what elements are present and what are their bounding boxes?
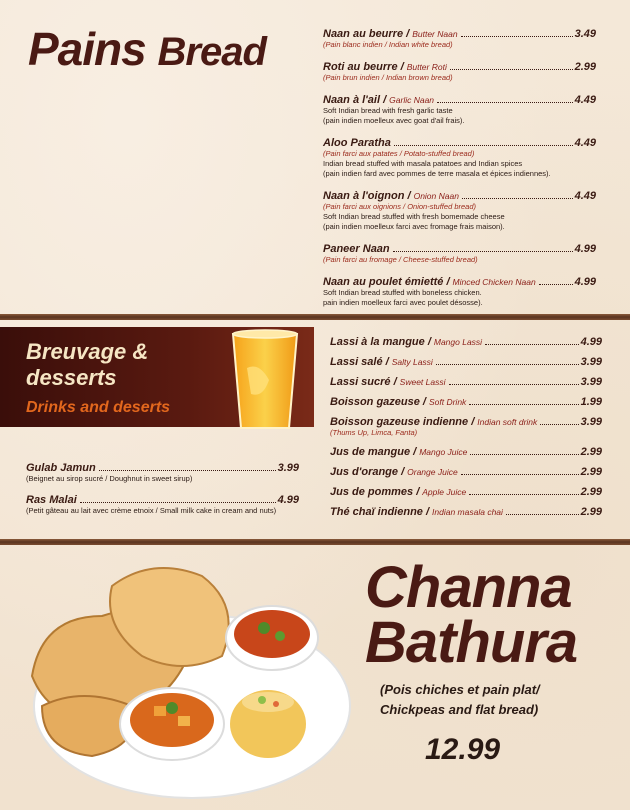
menu-item-line	[323, 276, 596, 288]
menu-item-line	[323, 61, 596, 73]
menu-item-subtitle: (Pain farci au fromage / Cheese-stuffed bread)	[323, 255, 478, 264]
menu-item	[323, 243, 596, 265]
menu-item	[330, 466, 602, 478]
menu-item-price: 2.99	[580, 466, 602, 478]
menu-item	[330, 446, 602, 458]
menu-item-name: Thé chaï indienne /	[330, 506, 430, 518]
menu-item	[26, 462, 299, 484]
menu-item-line	[323, 243, 596, 255]
menu-item-description: Indian bread stuffed with masala patatoes and Indian spices (pain indien fard avec pommes de terre masala et épices indiennes).	[323, 159, 551, 178]
menu-item-name: Jus de mangue /	[330, 446, 417, 458]
menu-item-alt-name: Garlic Naan	[389, 95, 435, 105]
dot-leader	[461, 474, 579, 475]
menu-item	[323, 61, 596, 83]
menu-item-line	[330, 416, 602, 428]
menu-item-line	[330, 396, 602, 408]
menu-item-subtitle: (Pain farci aux oignions / Onion-stuffed bread)	[323, 202, 476, 211]
menu-item-price: 3.99	[580, 376, 602, 388]
menu-item	[330, 376, 602, 388]
menu-item-name: Ras Malai	[26, 494, 77, 506]
menu-item-description: (Beignet au sirop sucré / Doughnut in sweet sirup)	[26, 474, 193, 483]
drinks-menu-list	[330, 336, 602, 526]
menu-item-subtitle: (Thums Up, Limca, Fanta)	[330, 428, 418, 437]
menu-item-price: 3.99	[580, 416, 602, 428]
menu-item-price: 3.99	[277, 462, 299, 474]
menu-item-name: Naan à l'oignon /	[323, 190, 411, 202]
bread-title-en: Bread	[157, 30, 266, 74]
feature-title	[365, 555, 578, 675]
menu-item	[330, 486, 602, 498]
menu-item	[26, 494, 299, 516]
menu-item-price: 4.49	[574, 190, 596, 202]
menu-item-subtitle: (Pain farci aux patates / Potato-stuffed bread)	[323, 149, 475, 158]
menu-item-name: Paneer Naan	[323, 243, 390, 255]
menu-item-price: 4.99	[574, 276, 596, 288]
desserts-menu-list	[26, 462, 299, 526]
dot-leader	[461, 36, 573, 37]
menu-item-name: Naan au beurre /	[323, 28, 410, 40]
menu-item-name: Boisson gazeuse /	[330, 396, 426, 408]
dot-leader	[437, 102, 573, 103]
feature-subtitle	[380, 680, 540, 720]
dot-leader	[393, 251, 573, 252]
menu-item-line	[330, 486, 602, 498]
menu-item-line	[323, 190, 596, 202]
menu-item-name: Naan à l'ail /	[323, 94, 387, 106]
dot-leader	[394, 145, 573, 146]
dot-leader	[80, 502, 276, 503]
menu-item-alt-name: Salty Lassi	[391, 357, 433, 367]
menu-item	[330, 336, 602, 348]
menu-item-alt-name: Butter Roti	[406, 62, 447, 72]
menu-item-alt-name: Minced Chicken Naan	[452, 277, 536, 287]
menu-item-line	[26, 494, 299, 506]
menu-item-line	[323, 94, 596, 106]
feature-price: 12.99	[425, 733, 501, 766]
menu-item-description: Soft Indian bread stuffed with boneless chicken. pain indien moelleux farci avec poulet désosse).	[323, 288, 483, 307]
menu-item-alt-name: Soft Drink	[428, 397, 467, 407]
dot-leader	[506, 514, 579, 515]
menu-item-price: 4.99	[580, 336, 602, 348]
bread-title-fr: Pains	[28, 23, 146, 75]
menu-item-name: Lassi sucré /	[330, 376, 397, 388]
menu-item-name: Lassi salé /	[330, 356, 389, 368]
menu-item-price: 1.99	[580, 396, 602, 408]
menu-item-alt-name: Apple Juice	[422, 487, 467, 497]
menu-item	[323, 190, 596, 232]
menu-item-price: 2.99	[574, 61, 596, 73]
menu-item-name: Lassi à la mangue /	[330, 336, 431, 348]
menu-item-price: 3.49	[574, 28, 596, 40]
menu-item	[330, 396, 602, 408]
dot-leader	[99, 470, 276, 471]
wood-divider-bottom	[0, 539, 630, 545]
menu-item-alt-name: Orange Juice	[407, 467, 458, 477]
menu-item-name: Aloo Paratha	[323, 137, 391, 149]
menu-item-description: (Petit gâteau au lait avec crème etnoix / Small milk cake in cream and nuts)	[26, 506, 277, 515]
menu-item-name: Gulab Jamun	[26, 462, 96, 474]
dot-leader	[436, 364, 579, 365]
menu-item-line	[330, 446, 602, 458]
drinks-title-line1: Breuvage &	[26, 339, 149, 364]
channa-bathura-plate-image	[22, 556, 352, 806]
feature-subtitle-line2: Chickpeas and flat bread)	[380, 702, 539, 717]
menu-item-line	[330, 376, 602, 388]
menu-item	[330, 416, 602, 438]
feature-title-line1: Channa	[365, 555, 572, 620]
menu-item-price: 4.99	[574, 243, 596, 255]
dot-leader	[449, 384, 579, 385]
menu-item-alt-name: Onion Naan	[413, 191, 459, 201]
dot-leader	[469, 404, 578, 405]
drinks-subtitle: Drinks and deserts	[26, 399, 171, 416]
menu-item-price: 4.49	[574, 94, 596, 106]
dot-leader	[469, 494, 578, 495]
menu-item-price: 2.99	[580, 486, 602, 498]
menu-item-name: Jus d'orange /	[330, 466, 405, 478]
drinks-title	[26, 339, 148, 391]
menu-item-name: Boisson gazeuse indienne /	[330, 416, 475, 428]
menu-item-line	[330, 466, 602, 478]
menu-item-alt-name: Mango Juice	[419, 447, 468, 457]
menu-item	[323, 137, 596, 179]
menu-item-alt-name: Sweet Lassi	[399, 377, 446, 387]
menu-item-alt-name: Butter Naan	[412, 29, 458, 39]
menu-item-price: 4.99	[277, 494, 299, 506]
dot-leader	[462, 198, 573, 199]
drinks-title-line2: desserts	[26, 365, 117, 390]
menu-item-line	[323, 28, 596, 40]
menu-item-alt-name: Indian soft drink	[477, 417, 538, 427]
dot-leader	[540, 424, 578, 425]
menu-item	[323, 276, 596, 308]
menu-item-name: Roti au beurre /	[323, 61, 404, 73]
menu-item-line	[330, 336, 602, 348]
menu-item-price: 2.99	[580, 506, 602, 518]
bread-menu-list	[323, 28, 596, 319]
menu-item-name: Jus de pommes /	[330, 486, 420, 498]
menu-item-subtitle: (Pain brun indien / Indian brown bread)	[323, 73, 453, 82]
menu-item-price: 2.99	[580, 446, 602, 458]
feature-title-line2: Bathura	[365, 610, 578, 675]
dot-leader	[485, 344, 579, 345]
menu-item	[330, 356, 602, 368]
feature-subtitle-line1: (Pois chiches et pain plat/	[380, 682, 540, 697]
menu-item-alt-name: Mango Lassi	[433, 337, 483, 347]
menu-item-price: 3.99	[580, 356, 602, 368]
menu-item	[323, 28, 596, 50]
menu-item-line	[323, 137, 596, 149]
menu-item-line	[330, 506, 602, 518]
menu-item-subtitle: (Pain blanc indien / Indian white bread)	[323, 40, 453, 49]
menu-item	[330, 506, 602, 518]
menu-item-line	[26, 462, 299, 474]
bread-section-title	[28, 22, 266, 76]
mango-lassi-glass-image	[229, 328, 301, 432]
menu-item	[323, 94, 596, 126]
menu-item-line	[330, 356, 602, 368]
menu-item-name: Naan au poulet émietté /	[323, 276, 450, 288]
menu-item-description: Soft Indian bread stuffed with fresh bomemade cheese (pain indien moelleux farci avec fromage frais maison).	[323, 212, 505, 231]
dot-leader	[539, 284, 573, 285]
menu-item-alt-name: Indian masala chai	[432, 507, 503, 517]
wood-divider-top	[0, 314, 630, 320]
dot-leader	[450, 69, 573, 70]
dot-leader	[470, 454, 578, 455]
menu-item-description: Soft Indian bread with fresh garlic taste (pain indien moelleux avec goat d'ail frais).	[323, 106, 465, 125]
menu-item-price: 4.49	[574, 137, 596, 149]
